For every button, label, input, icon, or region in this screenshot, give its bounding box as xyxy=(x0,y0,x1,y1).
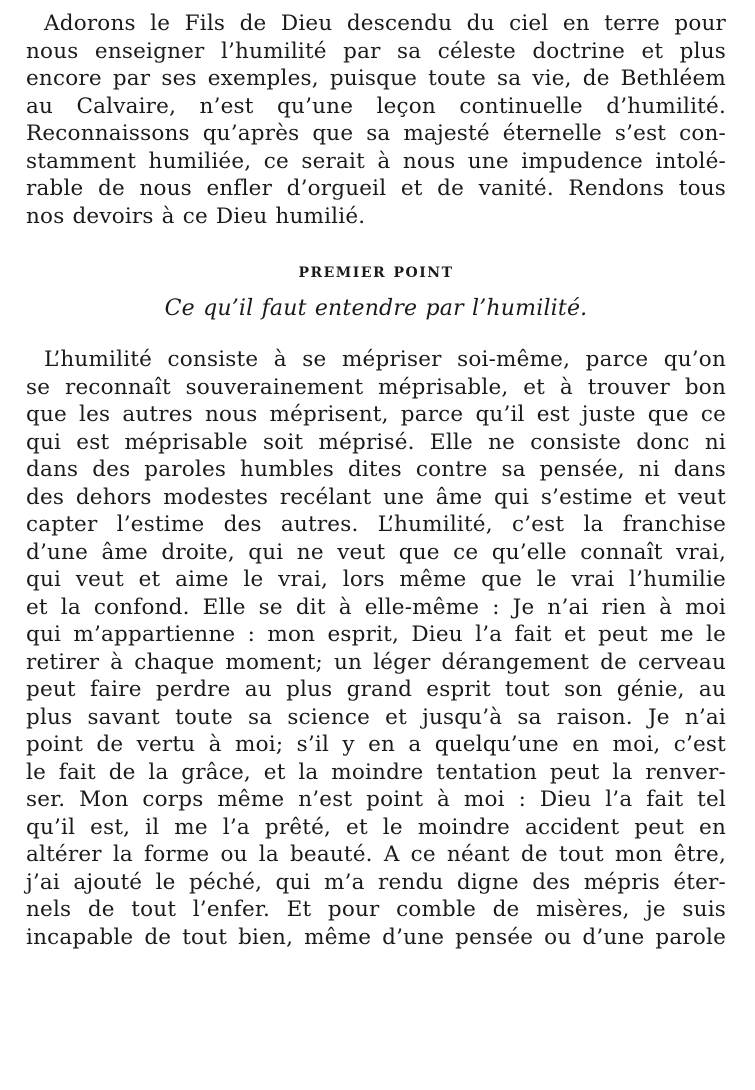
body-line: peut faire perdre au plus grand esprit tout son génie, au xyxy=(26,677,726,702)
intro-line: encore par ses exemples, puisque toute sa vie, de Bethléem xyxy=(26,66,726,91)
body-line: dans des paroles humbles dites contre sa pensée, ni dans xyxy=(26,457,726,482)
body-line: qu’il est, il me l’a prêté, et le moindre accident peut en xyxy=(26,814,726,840)
intro-line: rable de nous enfler d’orgueil et de vanité. Rendons tous xyxy=(26,176,726,201)
intro-line: stamment humiliée, ce serait à nous une impudence intolé- xyxy=(26,148,726,174)
intro-paragraph xyxy=(26,10,726,230)
body-line: qui veut et aime le vrai, lors même que le vrai l’humilie xyxy=(26,567,726,592)
intro-line: Reconnaissons qu’après que sa majesté éternelle s’est con- xyxy=(26,121,726,146)
body-line: incapable de tout bien, même d’une pensée ou d’une parole xyxy=(26,924,726,950)
section-heading: PREMIER POINT xyxy=(298,265,454,281)
intro-line: Adorons le Fils de Dieu descendu du ciel en terre pour xyxy=(44,11,726,36)
body-line: j’ai ajouté le péché, qui m’a rendu digne des mépris éter- xyxy=(26,869,726,895)
body-line: que les autres nous méprisent, parce qu’il est juste que ce xyxy=(26,402,726,427)
intro-line: nous enseigner l’humilité par sa céleste doctrine et plus xyxy=(26,38,726,64)
section-title: Ce qu’il faut entendre par l’humilité. xyxy=(164,296,588,321)
body-line: d’une âme droite, qui ne veut que ce qu’elle connaît vrai, xyxy=(26,539,726,565)
body-line: plus savant toute sa science et jusqu’à sa raison. Je n’ai xyxy=(26,704,726,730)
body-line: capter l’estime des autres. L’humilité, c’est la franchise xyxy=(26,512,726,537)
body-line: retirer à chaque moment; un léger dérangement de cerveau xyxy=(26,649,726,675)
body-line: ser. Mon corps même n’est point à moi : Dieu l’a fait tel xyxy=(26,787,726,812)
body-line: point de vertu à moi; s’il y en a quelqu’une en moi, c’est xyxy=(26,732,726,757)
body-line: et la confond. Elle se dit à elle-même : Je n’ai rien à moi xyxy=(26,594,726,620)
body-line: nels de tout l’enfer. Et pour comble de misères, je suis xyxy=(26,897,726,922)
body-line: qui est méprisable soit méprisé. Elle ne consiste donc ni xyxy=(26,429,726,455)
document-page xyxy=(26,10,726,951)
intro-line: nos devoirs à ce Dieu humilié. xyxy=(26,203,366,229)
intro-line: au Calvaire, n’est qu’une leçon continuelle d’humilité. xyxy=(26,93,726,119)
body-line: qui m’appartienne : mon esprit, Dieu l’a fait et peut me le xyxy=(26,622,726,647)
body-line: L’humilité consiste à se mépriser soi-même, parce qu’on xyxy=(44,347,726,372)
body-line: des dehors modestes recélant une âme qui s’estime et veut xyxy=(26,484,726,510)
body-line: altérer la forme ou la beauté. A ce néant de tout mon être, xyxy=(26,842,726,867)
body-paragraph xyxy=(26,346,726,951)
body-line: le fait de la grâce, et la moindre tentation peut la renver- xyxy=(26,759,726,785)
body-line: se reconnaît souverainement méprisable, et à trouver bon xyxy=(26,374,726,400)
